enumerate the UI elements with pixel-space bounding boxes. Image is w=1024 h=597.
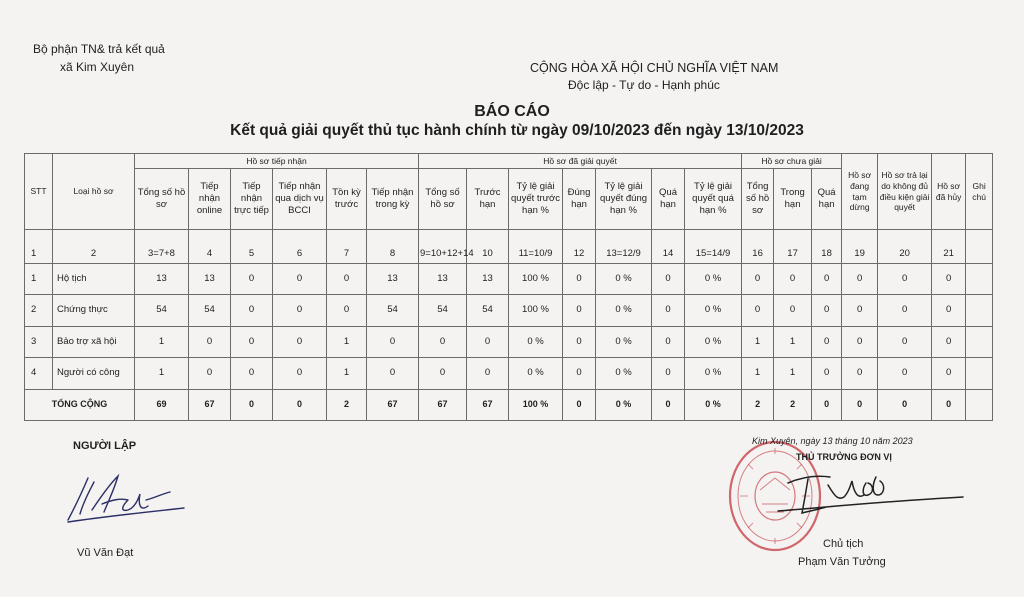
table-cell: 0 (932, 358, 966, 389)
table-cell: 0 % (685, 263, 742, 294)
preparer-signature (58, 470, 188, 525)
table-cell: 11=10/9 (509, 230, 563, 264)
header-ghi-chu: Ghi chú (966, 154, 993, 230)
table-cell: 0 % (685, 389, 742, 420)
table-cell: 0 % (596, 326, 652, 357)
table-cell: 0 (231, 358, 273, 389)
table-row (25, 326, 993, 357)
table-cell: 0 % (509, 326, 563, 357)
table-cell: 0 (189, 326, 231, 357)
table-cell: 9=10+12+14 (419, 230, 467, 264)
table-cell: 2 (327, 389, 367, 420)
table-cell: 0 (273, 358, 327, 389)
table-cell: 4 (25, 358, 53, 389)
table-cell: 0 (842, 358, 878, 389)
table-cell: 67 (467, 389, 509, 420)
national-motto-line-1: CỘNG HÒA XÃ HỘI CHỦ NGHĨA VIỆT NAM (530, 61, 779, 75)
table-total-row (25, 389, 993, 420)
table-cell: 0 (742, 295, 774, 326)
table-cell (966, 389, 993, 420)
header-gq-dung-han: Đúng hạn (563, 169, 596, 230)
total-label: TỔNG CỘNG (25, 389, 135, 420)
org-line-2: xã Kim Xuyên (60, 60, 135, 74)
table-cell: 0 % (685, 295, 742, 326)
table-cell: Người có công (53, 358, 135, 389)
table-cell: 1 (135, 326, 189, 357)
table-cell: 0 (273, 263, 327, 294)
table-cell: 0 (231, 326, 273, 357)
table-cell (966, 358, 993, 389)
table-cell: 54 (135, 295, 189, 326)
report-table (24, 153, 993, 421)
table-cell: 1 (742, 326, 774, 357)
head-of-unit-label: THỦ TRƯỞNG ĐƠN VỊ (796, 452, 892, 462)
header-gq-ty-le-qua-han: Tỷ lệ giải quyết quá hạn % (685, 169, 742, 230)
table-cell: 0 (812, 295, 842, 326)
table-index-row (25, 230, 993, 264)
table-cell: 2 (53, 230, 135, 264)
table-cell: 0 % (596, 295, 652, 326)
header-gq-ty-le-truoc-han: Tỷ lệ giải quyết trước hạn % (509, 169, 563, 230)
table-cell: Hộ tịch (53, 263, 135, 294)
table-cell: 0 (932, 263, 966, 294)
table-cell: 0 % (685, 358, 742, 389)
table-cell: 0 (273, 389, 327, 420)
table-cell: 0 (327, 263, 367, 294)
table-cell: 13 (467, 263, 509, 294)
table-cell: 0 (563, 263, 596, 294)
header-gq-truoc-han: Trước hạn (467, 169, 509, 230)
table-cell: 0 (842, 295, 878, 326)
table-cell: 0 (563, 389, 596, 420)
header-group-tiep-nhan: Hồ sơ tiếp nhận (135, 154, 419, 169)
table-cell: 0 (742, 263, 774, 294)
header-group-chua-giai: Hồ sơ chưa giải (742, 154, 842, 169)
table-cell: 3=7+8 (135, 230, 189, 264)
preparer-name: Vũ Văn Đạt (77, 547, 134, 559)
table-cell: 0 (327, 295, 367, 326)
table-row (25, 358, 993, 389)
table-cell: 54 (189, 295, 231, 326)
table-cell: 0 % (596, 358, 652, 389)
report-subtitle: Kết quả giải quyết thủ tục hành chính từ ngày 09/10/2023 đến ngày 13/10/2023 (230, 122, 804, 139)
header-gq-tong-so: Tổng số hồ sơ (419, 169, 467, 230)
table-cell: 100 % (509, 295, 563, 326)
table-cell: 13 (419, 263, 467, 294)
table-cell: 54 (467, 295, 509, 326)
table-cell: 0 (652, 326, 685, 357)
table-cell: 0 (367, 358, 419, 389)
preparer-label: NGƯỜI LẬP (73, 440, 137, 452)
table-cell: 100 % (509, 389, 563, 420)
table-row (25, 295, 993, 326)
header-loai-ho-so: Loại hồ sơ (53, 154, 135, 230)
header-tn-bcci: Tiếp nhận qua dịch vụ BCCI (273, 169, 327, 230)
table-cell: 0 % (596, 389, 652, 420)
header-gq-qua-han: Quá hạn (652, 169, 685, 230)
table-cell (966, 263, 993, 294)
table-cell: 6 (273, 230, 327, 264)
table-cell: 0 (652, 263, 685, 294)
table-cell: 0 (563, 358, 596, 389)
chief-name: Phạm Văn Tưởng (798, 556, 886, 568)
national-motto-line-2: Độc lập - Tự do - Hạnh phúc (568, 78, 720, 92)
table-cell: 14 (652, 230, 685, 264)
table-cell: 0 (419, 326, 467, 357)
table-cell: 1 (25, 230, 53, 264)
table-cell (966, 326, 993, 357)
table-cell: 18 (812, 230, 842, 264)
table-cell: 1 (774, 358, 812, 389)
header-cg-trong-han: Trong hạn (774, 169, 812, 230)
header-stt: STT (25, 154, 53, 230)
org-line-1: Bộ phận TN& trả kết quả (33, 42, 165, 56)
header-group-da-giai-quyet: Hồ sơ đã giải quyết (419, 154, 742, 169)
header-da-huy: Hồ sơ đã hủy (932, 154, 966, 230)
table-cell: 1 (135, 358, 189, 389)
table-cell: 0 (467, 358, 509, 389)
table-cell: 0 (273, 326, 327, 357)
header-tn-ton-ky-truoc: Tồn kỳ trước (327, 169, 367, 230)
header-tn-truc-tiep: Tiếp nhận trực tiếp (231, 169, 273, 230)
table-cell: 19 (842, 230, 878, 264)
table-cell (966, 230, 993, 264)
table-cell: 2 (774, 389, 812, 420)
header-tn-trong-ky: Tiếp nhận trong kỳ (367, 169, 419, 230)
table-cell: 13 (135, 263, 189, 294)
table-cell: 16 (742, 230, 774, 264)
table-cell: 8 (367, 230, 419, 264)
table-cell: 13 (189, 263, 231, 294)
header-tn-tong-so: Tổng số hồ sơ (135, 169, 189, 230)
header-cg-tong-so: Tổng số hồ sơ (742, 169, 774, 230)
table-cell: 10 (467, 230, 509, 264)
table-cell: 0 (652, 389, 685, 420)
header-cg-qua-han: Quá hạn (812, 169, 842, 230)
chief-role: Chủ tịch (823, 538, 864, 550)
table-cell: 0 (932, 389, 966, 420)
table-cell: 0 (231, 263, 273, 294)
table-cell: 0 (419, 358, 467, 389)
table-cell: 0 (652, 358, 685, 389)
table-cell: 12 (563, 230, 596, 264)
table-cell: 0 (467, 326, 509, 357)
table-cell: 0 (812, 326, 842, 357)
table-cell: Bảo trợ xã hội (53, 326, 135, 357)
table-cell: 1 (327, 358, 367, 389)
table-cell: 0 (842, 263, 878, 294)
header-gq-ty-le-dung-han: Tỷ lệ giải quyết đúng hạn % (596, 169, 652, 230)
table-cell: 1 (774, 326, 812, 357)
table-cell: 1 (327, 326, 367, 357)
report-title: BÁO CÁO (474, 103, 550, 120)
table-cell: 21 (932, 230, 966, 264)
table-cell: 0 (812, 358, 842, 389)
table-cell: 54 (419, 295, 467, 326)
place-date: Kim Xuyên, ngày 13 tháng 10 năm 2023 (752, 436, 913, 446)
table-cell: 4 (189, 230, 231, 264)
table-cell: 0 (878, 295, 932, 326)
chief-signature (768, 455, 968, 525)
table-cell: Chứng thực (53, 295, 135, 326)
table-cell: 0 % (685, 326, 742, 357)
table-cell: 1 (25, 263, 53, 294)
table-cell: 0 (273, 295, 327, 326)
table-cell: 0 (563, 326, 596, 357)
table-cell: 0 (774, 295, 812, 326)
table-cell: 2 (742, 389, 774, 420)
table-cell (966, 295, 993, 326)
table-cell: 0 (842, 326, 878, 357)
table-cell: 15=14/9 (685, 230, 742, 264)
table-cell: 3 (25, 326, 53, 357)
header-tn-online: Tiếp nhận online (189, 169, 231, 230)
table-cell: 0 (652, 295, 685, 326)
table-cell: 0 (367, 326, 419, 357)
table-cell: 0 (231, 389, 273, 420)
table-cell: 7 (327, 230, 367, 264)
table-cell: 13 (367, 263, 419, 294)
table-cell: 0 (842, 389, 878, 420)
header-tam-dung: Hồ sơ đang tạm dừng (842, 154, 878, 230)
table-row (25, 263, 993, 294)
table-cell: 0 (231, 295, 273, 326)
table-cell: 67 (419, 389, 467, 420)
table-cell: 69 (135, 389, 189, 420)
table-cell: 0 (878, 326, 932, 357)
table-cell: 0 (774, 263, 812, 294)
table-cell: 20 (878, 230, 932, 264)
table-cell: 0 (563, 295, 596, 326)
table-cell: 17 (774, 230, 812, 264)
table-cell: 0 % (509, 358, 563, 389)
table-cell: 0 (932, 326, 966, 357)
table-cell: 0 % (596, 263, 652, 294)
table-cell: 67 (367, 389, 419, 420)
table-cell: 0 (932, 295, 966, 326)
table-cell: 13=12/9 (596, 230, 652, 264)
table-cell: 54 (367, 295, 419, 326)
table-cell: 1 (742, 358, 774, 389)
table-cell: 0 (878, 389, 932, 420)
table-cell: 0 (189, 358, 231, 389)
table-cell: 0 (812, 263, 842, 294)
header-tra-lai: Hồ sơ trả lại do không đủ điều kiện giải quyết (878, 154, 932, 230)
table-cell: 100 % (509, 263, 563, 294)
table-cell: 67 (189, 389, 231, 420)
table-cell: 0 (878, 358, 932, 389)
table-cell: 2 (25, 295, 53, 326)
table-cell: 0 (878, 263, 932, 294)
table-cell: 5 (231, 230, 273, 264)
table-cell: 0 (812, 389, 842, 420)
